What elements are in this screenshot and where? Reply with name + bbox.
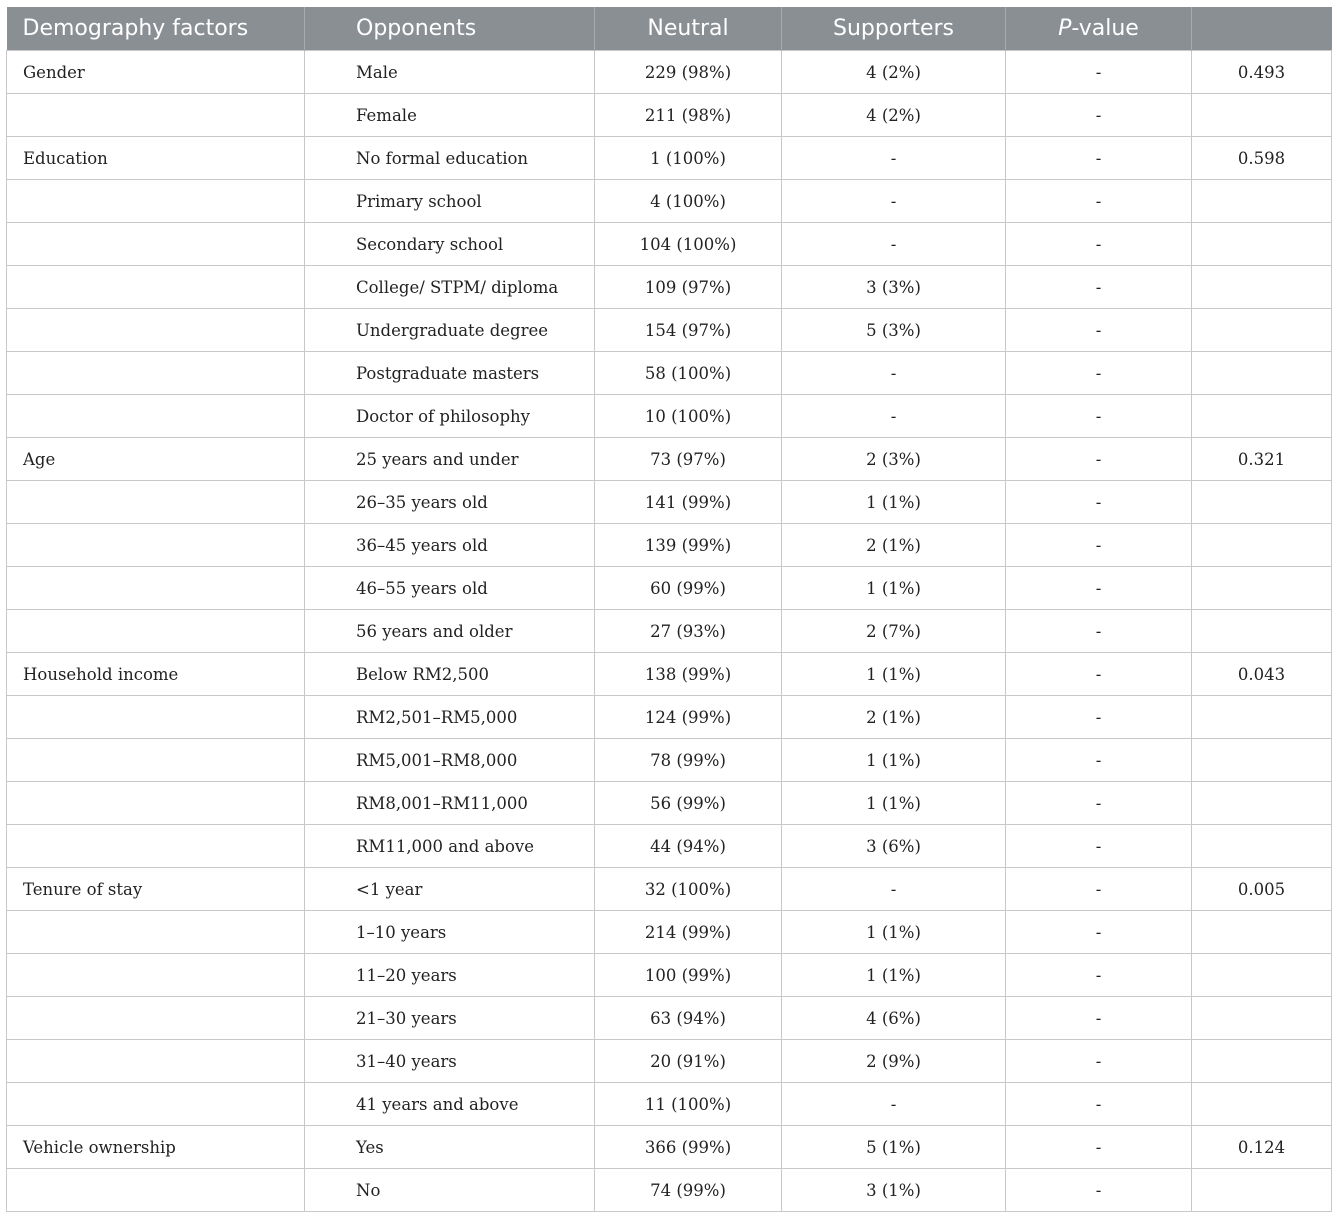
cell-opponents: College/ STPM/ diploma bbox=[305, 266, 595, 309]
cell-neutral: 229 (98%) bbox=[595, 51, 782, 94]
cell-extra-value bbox=[1192, 739, 1332, 782]
cell-supporters: 4 (6%) bbox=[782, 997, 1006, 1040]
cell-extra-value bbox=[1192, 180, 1332, 223]
cell-p-value: - bbox=[1006, 524, 1192, 567]
cell-supporters: 1 (1%) bbox=[782, 954, 1006, 997]
cell-neutral: 73 (97%) bbox=[595, 438, 782, 481]
header-extra bbox=[1192, 7, 1332, 51]
cell-supporters: 5 (3%) bbox=[782, 309, 1006, 352]
cell-supporters: - bbox=[782, 395, 1006, 438]
cell-neutral: 74 (99%) bbox=[595, 1169, 782, 1212]
cell-supporters: 2 (3%) bbox=[782, 438, 1006, 481]
cell-demography-factor bbox=[7, 94, 305, 137]
cell-demography-factor bbox=[7, 954, 305, 997]
cell-supporters: 5 (1%) bbox=[782, 1126, 1006, 1169]
cell-opponents: RM8,001–RM11,000 bbox=[305, 782, 595, 825]
cell-extra-value bbox=[1192, 567, 1332, 610]
cell-supporters: 4 (2%) bbox=[782, 51, 1006, 94]
cell-neutral: 63 (94%) bbox=[595, 997, 782, 1040]
cell-demography-factor bbox=[7, 782, 305, 825]
cell-p-value: - bbox=[1006, 825, 1192, 868]
table-header bbox=[7, 7, 1332, 51]
cell-neutral: 44 (94%) bbox=[595, 825, 782, 868]
table-row bbox=[7, 567, 1332, 610]
header-p-value-italic: P bbox=[1058, 16, 1072, 41]
table-row bbox=[7, 180, 1332, 223]
header-neutral: Neutral bbox=[595, 7, 782, 51]
cell-p-value: - bbox=[1006, 653, 1192, 696]
cell-extra-value bbox=[1192, 395, 1332, 438]
table-row bbox=[7, 266, 1332, 309]
cell-neutral: 4 (100%) bbox=[595, 180, 782, 223]
cell-demography-factor bbox=[7, 223, 305, 266]
cell-neutral: 139 (99%) bbox=[595, 524, 782, 567]
cell-supporters: 1 (1%) bbox=[782, 739, 1006, 782]
cell-p-value: - bbox=[1006, 352, 1192, 395]
cell-supporters: - bbox=[782, 1083, 1006, 1126]
cell-opponents: 36–45 years old bbox=[305, 524, 595, 567]
cell-opponents: Postgraduate masters bbox=[305, 352, 595, 395]
cell-demography-factor bbox=[7, 352, 305, 395]
cell-neutral: 78 (99%) bbox=[595, 739, 782, 782]
cell-demography-factor bbox=[7, 309, 305, 352]
demography-table bbox=[6, 7, 1332, 1212]
cell-demography-factor: Age bbox=[7, 438, 305, 481]
cell-neutral: 104 (100%) bbox=[595, 223, 782, 266]
cell-supporters: 1 (1%) bbox=[782, 782, 1006, 825]
cell-extra-value: 0.493 bbox=[1192, 51, 1332, 94]
table-body bbox=[7, 51, 1332, 1212]
cell-supporters: 3 (6%) bbox=[782, 825, 1006, 868]
cell-extra-value bbox=[1192, 309, 1332, 352]
cell-opponents: Primary school bbox=[305, 180, 595, 223]
cell-supporters: 4 (2%) bbox=[782, 94, 1006, 137]
table-row bbox=[7, 438, 1332, 481]
cell-demography-factor bbox=[7, 180, 305, 223]
cell-extra-value bbox=[1192, 481, 1332, 524]
cell-p-value: - bbox=[1006, 438, 1192, 481]
cell-p-value: - bbox=[1006, 309, 1192, 352]
cell-opponents: Undergraduate degree bbox=[305, 309, 595, 352]
cell-p-value: - bbox=[1006, 1126, 1192, 1169]
cell-opponents: Secondary school bbox=[305, 223, 595, 266]
cell-extra-value bbox=[1192, 782, 1332, 825]
cell-neutral: 138 (99%) bbox=[595, 653, 782, 696]
cell-neutral: 109 (97%) bbox=[595, 266, 782, 309]
cell-demography-factor: Vehicle ownership bbox=[7, 1126, 305, 1169]
table-row bbox=[7, 696, 1332, 739]
cell-opponents: 41 years and above bbox=[305, 1083, 595, 1126]
cell-opponents: 26–35 years old bbox=[305, 481, 595, 524]
cell-demography-factor bbox=[7, 567, 305, 610]
cell-demography-factor bbox=[7, 610, 305, 653]
cell-extra-value bbox=[1192, 94, 1332, 137]
cell-opponents: 1–10 years bbox=[305, 911, 595, 954]
cell-supporters: 1 (1%) bbox=[782, 653, 1006, 696]
cell-extra-value bbox=[1192, 1040, 1332, 1083]
table-row bbox=[7, 1169, 1332, 1212]
cell-neutral: 154 (97%) bbox=[595, 309, 782, 352]
cell-demography-factor: Household income bbox=[7, 653, 305, 696]
cell-opponents: 11–20 years bbox=[305, 954, 595, 997]
cell-p-value: - bbox=[1006, 782, 1192, 825]
header-p-value bbox=[1006, 7, 1192, 51]
cell-supporters: 1 (1%) bbox=[782, 567, 1006, 610]
cell-supporters: 3 (1%) bbox=[782, 1169, 1006, 1212]
table-row bbox=[7, 739, 1332, 782]
cell-p-value: - bbox=[1006, 51, 1192, 94]
cell-p-value: - bbox=[1006, 137, 1192, 180]
cell-opponents: 31–40 years bbox=[305, 1040, 595, 1083]
header-opponents: Opponents bbox=[305, 7, 595, 51]
cell-supporters: 2 (1%) bbox=[782, 696, 1006, 739]
cell-supporters: - bbox=[782, 352, 1006, 395]
table-row bbox=[7, 51, 1332, 94]
table-row bbox=[7, 524, 1332, 567]
cell-neutral: 10 (100%) bbox=[595, 395, 782, 438]
cell-extra-value bbox=[1192, 825, 1332, 868]
header-supporters: Supporters bbox=[782, 7, 1006, 51]
cell-demography-factor bbox=[7, 739, 305, 782]
cell-neutral: 58 (100%) bbox=[595, 352, 782, 395]
cell-p-value: - bbox=[1006, 180, 1192, 223]
cell-extra-value bbox=[1192, 911, 1332, 954]
cell-supporters: 2 (7%) bbox=[782, 610, 1006, 653]
cell-demography-factor: Education bbox=[7, 137, 305, 180]
cell-demography-factor: Tenure of stay bbox=[7, 868, 305, 911]
table-row bbox=[7, 481, 1332, 524]
table-row bbox=[7, 223, 1332, 266]
table-row bbox=[7, 825, 1332, 868]
table-row bbox=[7, 94, 1332, 137]
table-row bbox=[7, 1040, 1332, 1083]
cell-neutral: 211 (98%) bbox=[595, 94, 782, 137]
cell-demography-factor: Gender bbox=[7, 51, 305, 94]
cell-extra-value: 0.043 bbox=[1192, 653, 1332, 696]
cell-p-value: - bbox=[1006, 567, 1192, 610]
cell-extra-value bbox=[1192, 266, 1332, 309]
cell-extra-value: 0.321 bbox=[1192, 438, 1332, 481]
header-row bbox=[7, 7, 1332, 51]
cell-extra-value bbox=[1192, 610, 1332, 653]
cell-p-value: - bbox=[1006, 954, 1192, 997]
cell-opponents: Below RM2,500 bbox=[305, 653, 595, 696]
cell-p-value: - bbox=[1006, 395, 1192, 438]
cell-opponents: RM5,001–RM8,000 bbox=[305, 739, 595, 782]
table-row bbox=[7, 352, 1332, 395]
cell-extra-value bbox=[1192, 696, 1332, 739]
table-row bbox=[7, 610, 1332, 653]
cell-p-value: - bbox=[1006, 868, 1192, 911]
cell-p-value: - bbox=[1006, 696, 1192, 739]
cell-supporters: 1 (1%) bbox=[782, 911, 1006, 954]
table-row bbox=[7, 653, 1332, 696]
table-row bbox=[7, 911, 1332, 954]
cell-extra-value: 0.124 bbox=[1192, 1126, 1332, 1169]
table-row bbox=[7, 395, 1332, 438]
cell-supporters: - bbox=[782, 137, 1006, 180]
cell-opponents: Male bbox=[305, 51, 595, 94]
cell-demography-factor bbox=[7, 481, 305, 524]
cell-neutral: 100 (99%) bbox=[595, 954, 782, 997]
cell-extra-value bbox=[1192, 352, 1332, 395]
cell-demography-factor bbox=[7, 911, 305, 954]
cell-opponents: Yes bbox=[305, 1126, 595, 1169]
cell-demography-factor bbox=[7, 696, 305, 739]
cell-neutral: 214 (99%) bbox=[595, 911, 782, 954]
table-row bbox=[7, 868, 1332, 911]
cell-demography-factor bbox=[7, 395, 305, 438]
cell-opponents: RM11,000 and above bbox=[305, 825, 595, 868]
table-row bbox=[7, 1083, 1332, 1126]
cell-p-value: - bbox=[1006, 739, 1192, 782]
cell-neutral: 60 (99%) bbox=[595, 567, 782, 610]
cell-demography-factor bbox=[7, 1083, 305, 1126]
cell-p-value: - bbox=[1006, 1083, 1192, 1126]
cell-neutral: 141 (99%) bbox=[595, 481, 782, 524]
cell-opponents: No bbox=[305, 1169, 595, 1212]
cell-opponents: Female bbox=[305, 94, 595, 137]
cell-neutral: 27 (93%) bbox=[595, 610, 782, 653]
table-row bbox=[7, 309, 1332, 352]
cell-opponents: RM2,501–RM5,000 bbox=[305, 696, 595, 739]
cell-supporters: 2 (1%) bbox=[782, 524, 1006, 567]
cell-neutral: 32 (100%) bbox=[595, 868, 782, 911]
cell-demography-factor bbox=[7, 825, 305, 868]
cell-p-value: - bbox=[1006, 1169, 1192, 1212]
cell-opponents: No formal education bbox=[305, 137, 595, 180]
cell-opponents: 25 years and under bbox=[305, 438, 595, 481]
cell-p-value: - bbox=[1006, 911, 1192, 954]
cell-opponents: Doctor of philosophy bbox=[305, 395, 595, 438]
table-row bbox=[7, 137, 1332, 180]
cell-opponents: 46–55 years old bbox=[305, 567, 595, 610]
cell-extra-value: 0.005 bbox=[1192, 868, 1332, 911]
cell-extra-value bbox=[1192, 954, 1332, 997]
header-demography-factors: Demography factors bbox=[7, 7, 305, 51]
cell-demography-factor bbox=[7, 1040, 305, 1083]
cell-opponents: 21–30 years bbox=[305, 997, 595, 1040]
cell-supporters: 3 (3%) bbox=[782, 266, 1006, 309]
cell-extra-value bbox=[1192, 524, 1332, 567]
cell-extra-value bbox=[1192, 997, 1332, 1040]
table-row bbox=[7, 954, 1332, 997]
cell-opponents: <1 year bbox=[305, 868, 595, 911]
table-row bbox=[7, 1126, 1332, 1169]
cell-extra-value: 0.598 bbox=[1192, 137, 1332, 180]
cell-neutral: 56 (99%) bbox=[595, 782, 782, 825]
table-row bbox=[7, 997, 1332, 1040]
header-p-value-suffix: -value bbox=[1071, 16, 1139, 41]
cell-supporters: - bbox=[782, 223, 1006, 266]
cell-p-value: - bbox=[1006, 997, 1192, 1040]
cell-neutral: 366 (99%) bbox=[595, 1126, 782, 1169]
cell-p-value: - bbox=[1006, 481, 1192, 524]
cell-demography-factor bbox=[7, 524, 305, 567]
cell-p-value: - bbox=[1006, 223, 1192, 266]
cell-opponents: 56 years and older bbox=[305, 610, 595, 653]
cell-neutral: 20 (91%) bbox=[595, 1040, 782, 1083]
cell-p-value: - bbox=[1006, 94, 1192, 137]
cell-p-value: - bbox=[1006, 610, 1192, 653]
table-row bbox=[7, 782, 1332, 825]
cell-demography-factor bbox=[7, 266, 305, 309]
cell-extra-value bbox=[1192, 1083, 1332, 1126]
cell-extra-value bbox=[1192, 223, 1332, 266]
cell-supporters: 1 (1%) bbox=[782, 481, 1006, 524]
cell-supporters: - bbox=[782, 868, 1006, 911]
cell-demography-factor bbox=[7, 997, 305, 1040]
cell-neutral: 11 (100%) bbox=[595, 1083, 782, 1126]
cell-p-value: - bbox=[1006, 266, 1192, 309]
cell-neutral: 1 (100%) bbox=[595, 137, 782, 180]
cell-demography-factor bbox=[7, 1169, 305, 1212]
cell-supporters: - bbox=[782, 180, 1006, 223]
cell-p-value: - bbox=[1006, 1040, 1192, 1083]
cell-supporters: 2 (9%) bbox=[782, 1040, 1006, 1083]
cell-extra-value bbox=[1192, 1169, 1332, 1212]
cell-neutral: 124 (99%) bbox=[595, 696, 782, 739]
